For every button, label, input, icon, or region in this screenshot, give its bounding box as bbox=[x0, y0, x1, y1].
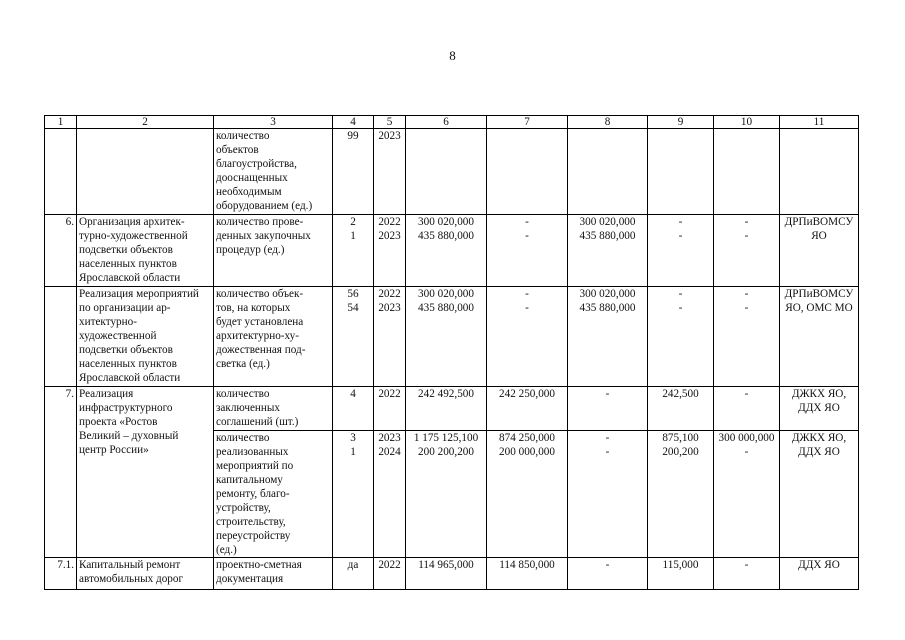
cell-event: Организация архитек- турно-художественной подсветки объектов населенных пунктов Ярославской области bbox=[77, 215, 214, 287]
cell-local: - - bbox=[648, 287, 714, 387]
header-cell: 7 bbox=[487, 116, 568, 129]
cell-federal: - - bbox=[487, 287, 568, 387]
cell-regional: - bbox=[568, 558, 648, 590]
cell-other: 300 000,000 - bbox=[714, 431, 780, 558]
cell-executor: ДЖКХ ЯО, ДДХ ЯО bbox=[780, 387, 859, 431]
cell-year: 2022 2023 bbox=[374, 215, 406, 287]
header-cell: 5 bbox=[374, 116, 406, 129]
cell-number bbox=[45, 129, 77, 215]
cell-regional: 300 020,000 435 880,000 bbox=[568, 215, 648, 287]
cell-value: 2 1 bbox=[333, 215, 374, 287]
cell-year: 2022 2023 bbox=[374, 287, 406, 387]
cell-executor: ДРПиВОМСУ ЯО bbox=[780, 215, 859, 287]
cell-total: 300 020,000 435 880,000 bbox=[406, 215, 487, 287]
cell-indicator: количество заключенных соглашений (шт.) bbox=[214, 387, 333, 431]
cell-total: 1 175 125,100 200 200,200 bbox=[406, 431, 487, 558]
cell-other: - - bbox=[714, 215, 780, 287]
cell-federal bbox=[487, 129, 568, 215]
cell-federal: 874 250,000 200 000,000 bbox=[487, 431, 568, 558]
budget-table bbox=[44, 115, 859, 590]
cell-value: да bbox=[333, 558, 374, 590]
cell-federal: 114 850,000 bbox=[487, 558, 568, 590]
cell-regional: - bbox=[568, 387, 648, 431]
cell-event: Реализация инфраструктурного проекта «Ростов Великий – духовный центр России» bbox=[77, 387, 214, 558]
cell-number: 7. bbox=[45, 387, 77, 558]
cell-number: 6. bbox=[45, 215, 77, 287]
cell-executor: ДЖКХ ЯО, ДДХ ЯО bbox=[780, 431, 859, 558]
table-row bbox=[45, 387, 859, 431]
cell-indicator: количество прове- денных закупочных процедур (ед.) bbox=[214, 215, 333, 287]
cell-executor bbox=[780, 129, 859, 215]
header-cell: 10 bbox=[714, 116, 780, 129]
cell-regional: - - bbox=[568, 431, 648, 558]
cell-local: 875,100 200,200 bbox=[648, 431, 714, 558]
cell-other bbox=[714, 129, 780, 215]
header-cell: 2 bbox=[77, 116, 214, 129]
cell-number bbox=[45, 287, 77, 387]
cell-executor: ДДХ ЯО bbox=[780, 558, 859, 590]
header-cell: 8 bbox=[568, 116, 648, 129]
cell-local: 115,000 bbox=[648, 558, 714, 590]
table-row bbox=[45, 215, 859, 287]
header-cell: 4 bbox=[333, 116, 374, 129]
cell-other: - bbox=[714, 558, 780, 590]
cell-indicator: проектно-сметная документация bbox=[214, 558, 333, 590]
cell-executor: ДРПиВОМСУ ЯО, ОМС МО bbox=[780, 287, 859, 387]
page-number: 8 bbox=[449, 48, 456, 63]
header-cell: 9 bbox=[648, 116, 714, 129]
cell-indicator: количество объек- тов, на которых будет установлена архитектурно-ху- дожественная под- светка (ед.) bbox=[214, 287, 333, 387]
cell-federal: - - bbox=[487, 215, 568, 287]
header-cell: 6 bbox=[406, 116, 487, 129]
cell-event: Реализация мероприятий по организации ар- хитектурно- художественной подсветки объектов населенных пунктов Ярославской области bbox=[77, 287, 214, 387]
cell-number: 7.1. bbox=[45, 558, 77, 590]
cell-total: 300 020,000 435 880,000 bbox=[406, 287, 487, 387]
header-cell: 1 bbox=[45, 116, 77, 129]
cell-total: 242 492,500 bbox=[406, 387, 487, 431]
cell-event bbox=[77, 129, 214, 215]
table-row bbox=[45, 558, 859, 590]
cell-year: 2023 2024 bbox=[374, 431, 406, 558]
header-row bbox=[45, 116, 859, 129]
cell-year: 2022 bbox=[374, 387, 406, 431]
cell-total bbox=[406, 129, 487, 215]
cell-total: 114 965,000 bbox=[406, 558, 487, 590]
cell-value: 3 1 bbox=[333, 431, 374, 558]
cell-local bbox=[648, 129, 714, 215]
cell-value: 99 bbox=[333, 129, 374, 215]
cell-indicator: количество объектов благоустройства, дооснащенных необходимым оборудованием (ед.) bbox=[214, 129, 333, 215]
header-cell: 11 bbox=[780, 116, 859, 129]
cell-regional: 300 020,000 435 880,000 bbox=[568, 287, 648, 387]
cell-local: 242,500 bbox=[648, 387, 714, 431]
cell-other: - bbox=[714, 387, 780, 431]
cell-value: 4 bbox=[333, 387, 374, 431]
cell-other: - - bbox=[714, 287, 780, 387]
header-cell: 3 bbox=[214, 116, 333, 129]
table-row bbox=[45, 129, 859, 215]
cell-federal: 242 250,000 bbox=[487, 387, 568, 431]
cell-year: 2022 bbox=[374, 558, 406, 590]
cell-regional bbox=[568, 129, 648, 215]
cell-year: 2023 bbox=[374, 129, 406, 215]
cell-local: - - bbox=[648, 215, 714, 287]
table-row bbox=[45, 287, 859, 387]
cell-indicator: количество реализованных мероприятий по капитальному ремонту, благо- устройству, строительству, переустройству (ед.) bbox=[214, 431, 333, 558]
cell-event: Капитальный ремонт автомобильных дорог bbox=[77, 558, 214, 590]
cell-value: 56 54 bbox=[333, 287, 374, 387]
